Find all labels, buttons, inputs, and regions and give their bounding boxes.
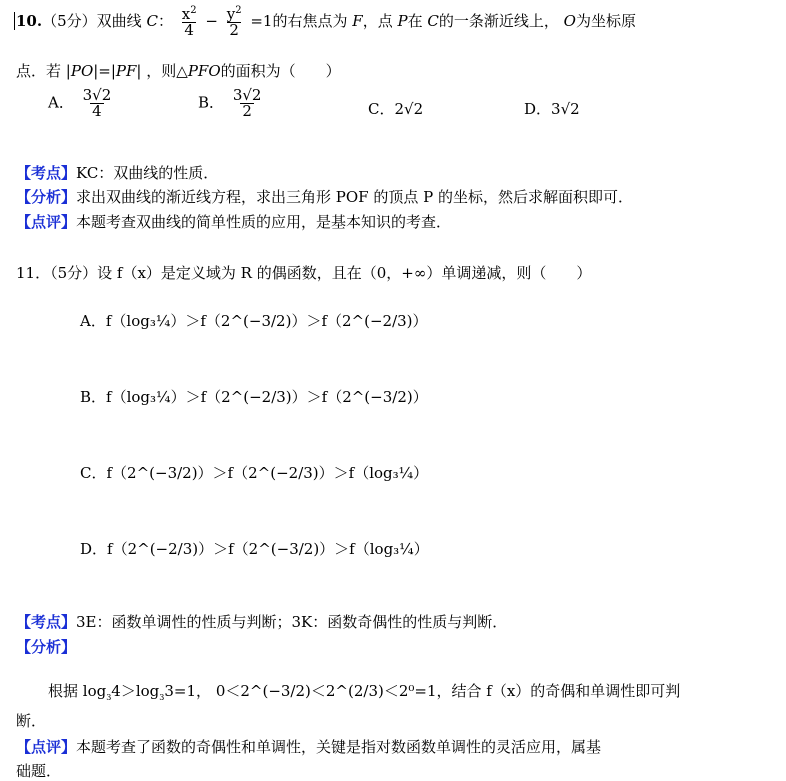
q11-fenxi-line1: 根据 $\log_34>\log_33=1$， 0＜2^(−3/2)＜2^(2/3)＜2⁰=1，结合 f（x）的奇偶和单调性即可判 (48, 682, 681, 702)
q11-kaodian: 【考点】3E：函数单调性的性质与判断；3K：函数奇偶性的性质与判断． (16, 613, 508, 631)
q10-kaodian: 【考点】KC：双曲线的性质． (16, 164, 219, 182)
q10-dianping: 【点评】本题考查双曲线的简单性质的应用，是基本知识的考查． (16, 213, 452, 231)
q11-fenxi-line2: 断． (16, 712, 47, 730)
q11-dianping-line2: 础题． (16, 762, 62, 780)
q10-option-b[interactable]: B． $\frac{3√2}{2}$ (198, 86, 262, 120)
q10-fenxi: 【分析】求出双曲线的渐近线方程，求出三角形 POF 的顶点 P 的坐标，然后求解面积即可． (16, 188, 633, 206)
q10-stem-line1: 10.（5分）双曲线 C： $\frac{x^2}{4}$ − $\frac{y^2}{2}$ =1的右焦点为 F，点 P在 C的一条渐近线上， O为坐标原 (16, 5, 636, 39)
fraction-y2-over-2: $\frac{y^2}{2}$ (226, 5, 242, 39)
fraction-x2-over-4: $\frac{x^2}{4}$ (181, 5, 197, 39)
q10-option-c[interactable]: C．2√2 (368, 100, 424, 118)
q11-fenxi-tag: 【分析】 (16, 638, 77, 656)
q10-stem-line2: 点．若 |PO|=|PF| ，则△PFO的面积为（ ） (16, 62, 341, 80)
q11-dianping: 【点评】本题考查了函数的奇偶性和单调性，关键是指对数函数单调性的灵活应用，属基 (16, 738, 602, 756)
q11-option-c[interactable]: C．f（2^(−3/2)）＞f（2^(−2/3)）＞f（log₃¼） (80, 464, 429, 482)
q11-option-d[interactable]: D．f（2^(−2/3)）＞f（2^(−3/2)）＞f（log₃¼） (80, 540, 429, 558)
q10-option-d[interactable]: D．3√2 (524, 100, 580, 118)
q11-option-a[interactable]: A．f（log₃¼）＞f（2^(−3/2)）＞f（2^(−2/3)） (80, 312, 428, 330)
q11-option-b[interactable]: B．f（log₃¼）＞f（2^(−2/3)）＞f（2^(−3/2)） (80, 388, 428, 406)
text-cursor (14, 12, 15, 30)
q11-stem: 11．（5分）设 f（x）是定义域为 R 的偶函数，且在（0，+∞）单调递减，则（ ） (16, 264, 592, 282)
q10-option-a[interactable]: A． $\frac{3√2}{4}$ (48, 86, 112, 120)
